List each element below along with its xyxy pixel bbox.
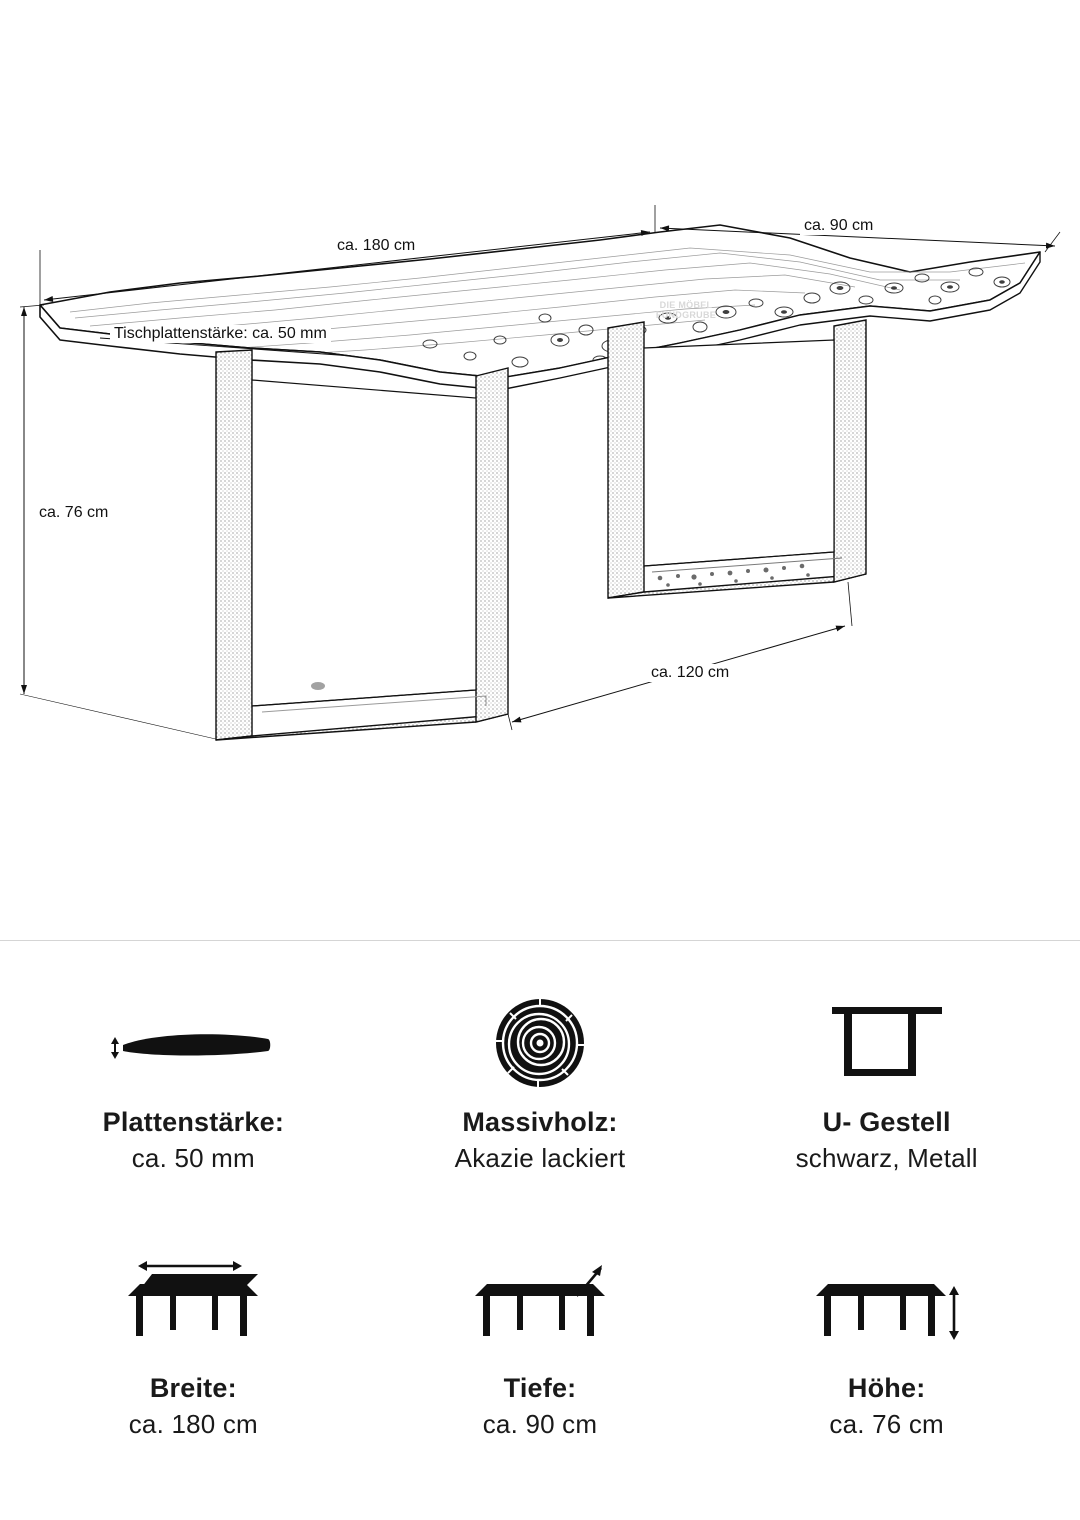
feature-subtitle: ca. 90 cm (482, 1408, 598, 1439)
watermark-logo: DIE MÖBEL FUNDGRUBE (655, 300, 717, 321)
feature-item-material (367, 971, 714, 1233)
feature-item-frame (713, 971, 1060, 1233)
feature-grid (0, 941, 1080, 1520)
feature-subtitle: ca. 76 cm (829, 1408, 944, 1439)
feature-subtitle: Akazie lackiert (454, 1143, 626, 1173)
feature-item-width (20, 1233, 367, 1495)
feature-subtitle: ca. 180 cm (128, 1408, 258, 1439)
feature-title: U- Gestell (822, 1107, 951, 1137)
feature-subtitle: schwarz, Metall (795, 1143, 978, 1173)
feature-item-depth (367, 1233, 714, 1495)
table-depth-icon (455, 1251, 625, 1359)
table-top-thickness-icon (93, 989, 293, 1097)
dimension-label-depth: ca. 90 cm (800, 217, 877, 235)
feature-title: Massivholz: (462, 1107, 618, 1137)
wood-log-icon (490, 989, 590, 1097)
feature-title: Plattenstärke: (102, 1107, 285, 1137)
dimension-label-width: ca. 180 cm (333, 237, 419, 255)
dimension-label-height: ca. 76 cm (35, 504, 112, 522)
feature-title: Breite: (149, 1372, 237, 1403)
feature-title: Höhe: (847, 1372, 926, 1403)
feature-item-thickness (20, 971, 367, 1233)
table-height-icon (802, 1251, 972, 1359)
dimension-label-thickness: Tischplattenstärke: ca. 50 mm (110, 325, 331, 343)
feature-item-height (713, 1233, 1060, 1495)
table-width-icon (108, 1251, 278, 1359)
feature-subtitle: ca. 50 mm (131, 1143, 255, 1173)
feature-title: Tiefe: (503, 1372, 577, 1403)
u-frame-icon (822, 989, 952, 1097)
dimension-label-base-width: ca. 120 cm (647, 664, 733, 682)
